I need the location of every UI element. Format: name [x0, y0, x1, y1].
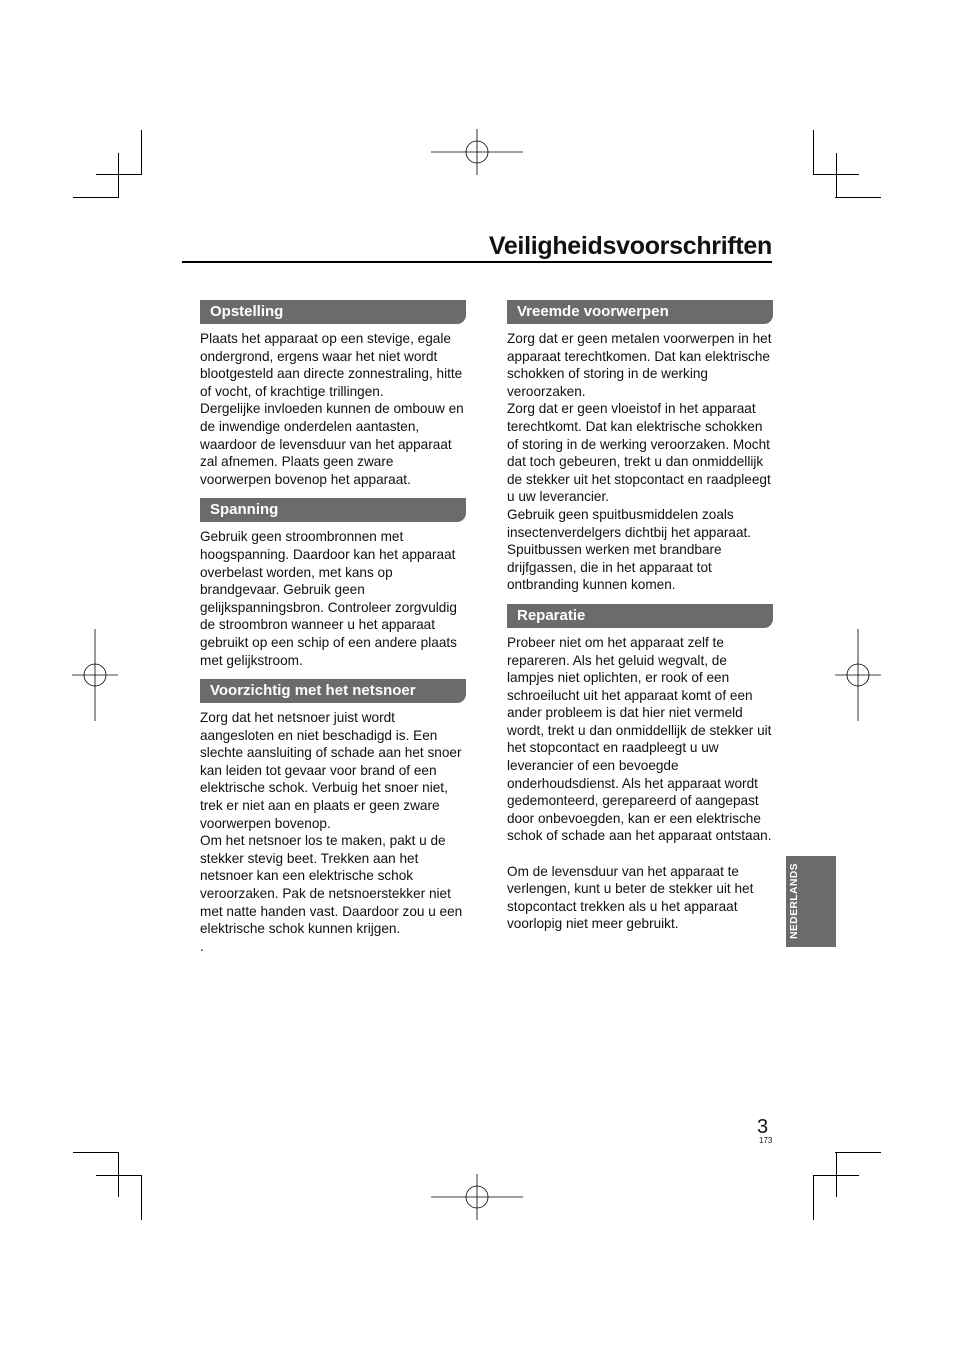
section-paragraph: Probeer niet om het apparaat zelf te repareren. Als het geluid wegvalt, de lampjes niet oplichten, er rook of een schroeilucht uit het apparaat komt of een ander probleem is dat hier niet vermeld wordt, trekt u dan onmiddellijk de stekker uit het stopcontact en raadpleegt u uw leverancier of een bevoegde onderhoudsdienst. Als het apparaat wordt gedemonteerd, gerepareerd of aangepast door onbevoegden, kan er een elektrische schok of schade aan het apparaat ontstaan. [507, 634, 772, 844]
section-paragraph: Zorg dat het netsnoer juist wordt aangesloten en niet beschadigd is. Een slechte aansluiting of schade aan het snoer kan leiden tot gevaar voor brand of een elektrische schok. Verbuig het snoer niet, trek er niet aan en plaats er geen zware voorwerpen bovenop. [200, 710, 462, 831]
section-paragraph: Zorg dat er geen metalen voorwerpen in het apparaat terechtkomen. Dat kan elektrische schokken of storing in de werking veroorzaken. [507, 331, 772, 399]
crop-mark-bl-v [141, 1175, 142, 1220]
page-sub-number: 173 [759, 1136, 773, 1145]
language-tab [786, 856, 836, 947]
section-heading: Vreemde voorwerpen [507, 300, 773, 324]
crop-mark-br-h2 [813, 1175, 859, 1176]
section-paragraph: Om het netsnoer los te maken, pakt u de stekker stevig beet. Trekken aan het netsnoer kan een elektrische schok veroorzaken. Pak de netsnoerstekker niet met natte handen vast. Daardoor zou u een elektrische schok kunnen krijgen. [200, 833, 463, 937]
registration-mark-top-icon [431, 129, 523, 175]
section-heading: Reparatie [507, 604, 773, 628]
registration-mark-left-icon [72, 629, 118, 721]
page-title: Veiligheidsvoorschriften [488, 232, 772, 260]
section-spanning [200, 498, 466, 669]
section-heading: Voorzichtig met het netsnoer [200, 679, 466, 703]
section-paragraph: Gebruik geen spuitbusmiddelen zoals insectenverdelgers dichtbij het apparaat. Spuitbussen werken met brandbare drijfgassen, die in het apparaat tot ontbranding kunnen komen. [507, 506, 752, 593]
crop-mark-tr-v2 [836, 153, 837, 198]
crop-mark-tr-h2 [813, 174, 859, 175]
crop-mark-tr-h [835, 197, 881, 198]
section-paragraph: Dergelijke invloeden kunnen de ombouw en de inwendige onderdelen aantasten, waardoor de levensduur van het apparaat zal afnemen. Plaats geen zware voorwerpen bovenop het apparaat. [200, 401, 464, 487]
right-column [507, 300, 773, 943]
crop-mark-tl-v2 [118, 153, 119, 198]
section-paragraph: Om de levensduur van het apparaat te verlengen, kunt u beter de stekker uit het stopcontact trekken als u het apparaat voorlopig niet meer gebruikt. [507, 863, 754, 932]
section-paragraph: Plaats het apparaat op een stevige, egale ondergrond, ergens waar het niet wordt blootgesteld aan directe zonnestraling, hitte of vocht, of krachtige trillingen. [200, 331, 463, 399]
section-reparatie [507, 604, 773, 933]
section-heading: Spanning [200, 498, 466, 522]
language-tab-label: NEDERLANDS [788, 863, 800, 939]
crop-mark-tr-v [813, 130, 814, 175]
section-paragraph: . [200, 938, 204, 954]
section-netsnoer [200, 679, 466, 955]
crop-mark-br-v [813, 1175, 814, 1220]
section-paragraph: Gebruik geen stroombronnen met hoogspanning. Daardoor kan het apparaat overbelast worden, met kans op brandgevaar. Gebruik geen gelijkspanningsbron. Controleer zorgvuldig de stroombron wanneer u het apparaat gebruikt op een schip of een andere plaats met gelijkstroom. [200, 529, 457, 668]
title-rule [182, 261, 772, 263]
crop-mark-tl-h [73, 197, 119, 198]
crop-mark-tl-v [141, 130, 142, 175]
crop-mark-bl-h [73, 1152, 119, 1153]
left-column [200, 300, 466, 965]
registration-mark-right-icon [835, 629, 881, 721]
crop-mark-br-h [835, 1152, 881, 1153]
section-opstelling [200, 300, 466, 488]
section-heading: Opstelling [200, 300, 466, 324]
paragraph-gap [507, 845, 773, 863]
section-vreemde-voorwerpen [507, 300, 773, 594]
section-paragraph: Zorg dat er geen vloeistof in het apparaat terechtkomt. Dat kan elektrische schokken of storing in de werking veroorzaken. Mocht dat toch gebeuren, trekt u dan onmiddellijk de stekker uit het stopcontact en raadpleegt u uw leverancier. [507, 401, 771, 505]
crop-mark-bl-h2 [96, 1175, 142, 1176]
registration-mark-bottom-icon [431, 1174, 523, 1220]
crop-mark-tl-h2 [96, 174, 142, 175]
page-number: 3 [757, 1116, 769, 1138]
